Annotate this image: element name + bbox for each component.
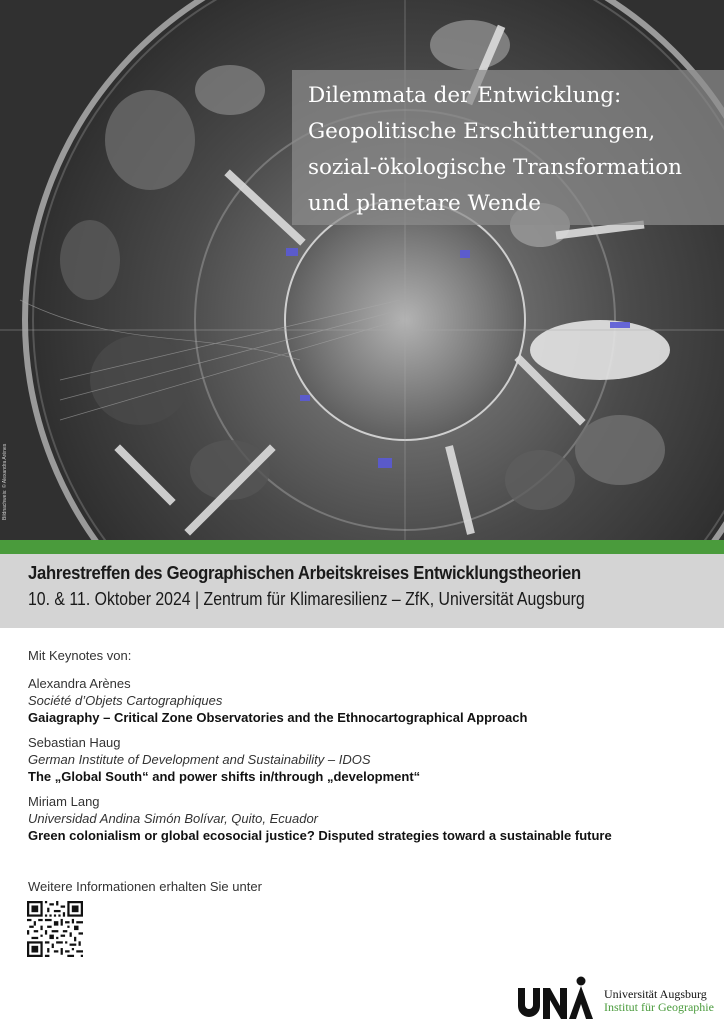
- university-name: Universität Augsburg: [604, 987, 707, 1001]
- speaker-entry: [28, 734, 708, 785]
- uni-logo-icon: [516, 976, 600, 1020]
- university-logo: [516, 976, 716, 1020]
- speaker-name: Sebastian Haug: [28, 735, 121, 750]
- speaker-institution: Société d’Objets Cartographiques: [28, 693, 223, 708]
- title-line: Dilemmata der Entwicklung:: [308, 83, 622, 108]
- more-info-text: Weitere Informationen erhalten Sie unter: [28, 879, 262, 894]
- speaker-entry: [28, 675, 708, 726]
- logo-text: [604, 988, 714, 1014]
- speaker-name: Miriam Lang: [28, 794, 100, 809]
- speaker-institution: Universidad Andina Simón Bolívar, Quito, Ecuador: [28, 811, 319, 826]
- event-band: [0, 554, 724, 628]
- keynotes-intro: Mit Keynotes von:: [28, 648, 132, 663]
- keynotes-section: [28, 648, 708, 852]
- talk-title: Green colonialism or global ecosocial justice? Disputed strategies toward a sustainable future: [28, 828, 612, 843]
- event-title: Jahrestreffen des Geographischen Arbeitskreises Entwicklungstheorien: [28, 562, 581, 583]
- speaker-institution: German Institute of Development and Sustainability – IDOS: [28, 752, 371, 767]
- talk-title: Gaiagraphy – Critical Zone Observatories and the Ethnocartographical Approach: [28, 710, 528, 725]
- qr-code-icon[interactable]: [27, 901, 83, 957]
- speaker-entry: [28, 793, 708, 844]
- title-box: [292, 70, 724, 225]
- green-divider: [0, 540, 724, 554]
- title-line: und planetare Wende: [308, 191, 542, 216]
- institute-name: Institut für Geographie: [604, 1000, 714, 1014]
- image-credit: Bildnachweis: © Alexandra Arènes: [2, 443, 8, 520]
- title-line: Geopolitische Erschütterungen,: [308, 119, 656, 144]
- talk-title: The „Global South“ and power shifts in/through „development“: [28, 769, 421, 784]
- event-date-location: 10. & 11. Oktober 2024 | Zentrum für Klimaresilienz – ZfK, Universität Augsburg: [28, 589, 585, 609]
- speaker-name: Alexandra Arènes: [28, 676, 131, 691]
- title-line: sozial-ökologische Transformation: [308, 155, 683, 180]
